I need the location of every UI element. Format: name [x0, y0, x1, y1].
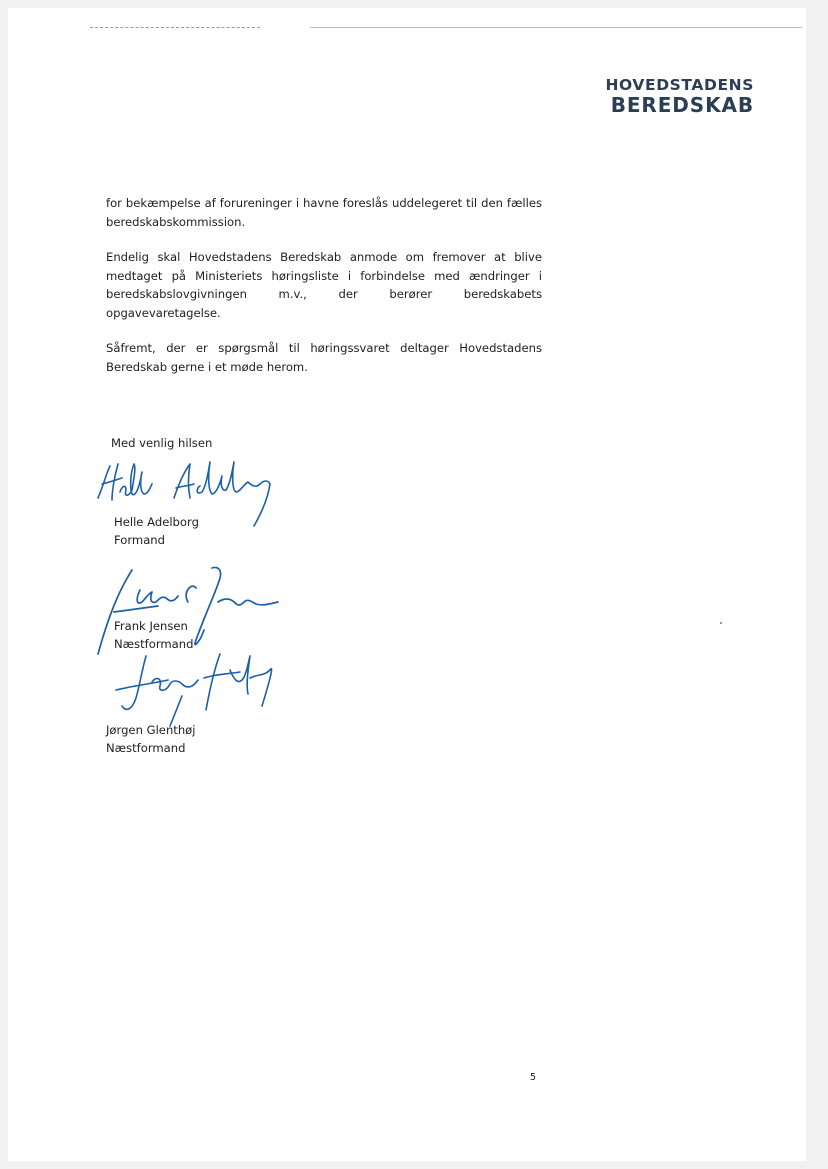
logo-line-1: HOVEDSTADENS [605, 76, 754, 94]
paragraph-3 [106, 339, 542, 376]
signatory-title: Næstformand [106, 741, 186, 755]
document-page [8, 8, 806, 1161]
paragraph-1 [106, 194, 542, 231]
signatory-name: Frank Jensen [114, 619, 188, 633]
paragraph-2 [106, 248, 542, 322]
signatory-title: Formand [114, 533, 166, 547]
signatory-title: Næstformand [114, 637, 194, 651]
paragraph-text: Endelig skal Hovedstadens Beredskab anmode om fremover at blive medtaget på Ministeriets høringsliste i forbindelse med ændringer i beredskabslovgivningen m.v., der berører beredskabets opgavevaretagelse. [106, 250, 542, 320]
signatory-name: Jørgen Glenthøj [106, 723, 196, 737]
scan-artifact-line [90, 27, 260, 28]
paragraph-text: for bekæmpelse af forureninger i havne foreslås uddelegeret til den fælles beredskabskommission. [106, 196, 542, 229]
signatory-name: Helle Adelborg [114, 515, 199, 529]
page-number: 5 [530, 1072, 537, 1083]
organization-logo [605, 76, 754, 116]
scan-artifact-line [310, 27, 802, 28]
scan-speck [720, 622, 722, 624]
signature-jorgen-glenthoj [112, 650, 282, 730]
logo-line-2: BEREDSKAB [610, 93, 754, 117]
paragraph-text: Såfremt, der er spørgsmål til høringssvaret deltager Hovedstadens Beredskab gerne i et møde herom. [106, 341, 542, 374]
closing-salutation: Med venlig hilsen [111, 436, 213, 450]
